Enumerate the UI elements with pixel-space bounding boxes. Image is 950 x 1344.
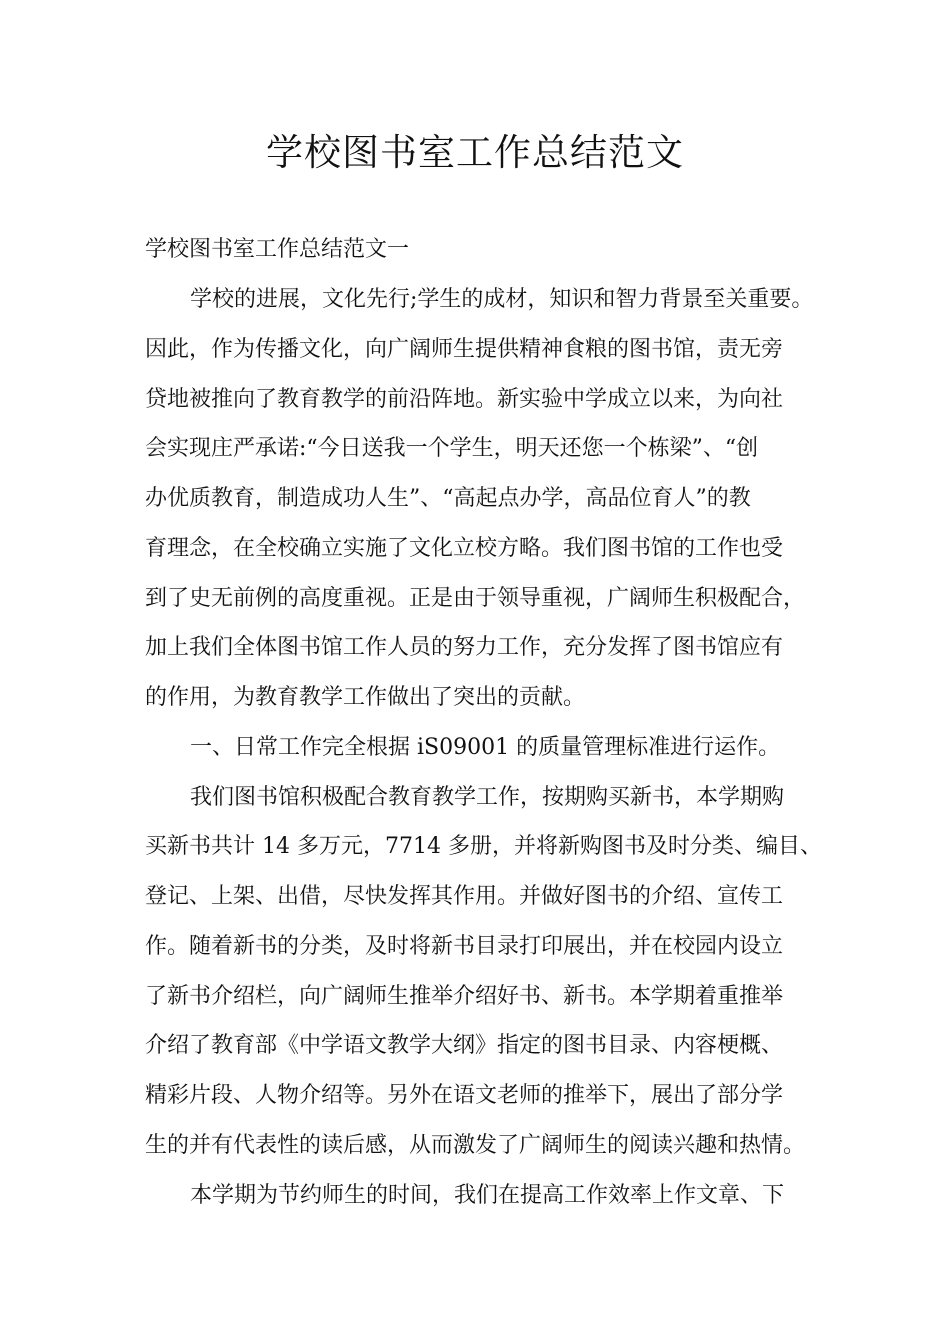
section-heading: 学校图书室工作总结范文一 — [145, 237, 410, 262]
paragraph-line: 买新书共计 14 多万元，7714 多册，并将新购图书及时分类、编目、 — [145, 834, 822, 859]
paragraph-line: 生的并有代表性的读后感，从而激发了广阔师生的阅读兴趣和热情。 — [145, 1133, 806, 1158]
section-item-heading: 一、日常工作完全根据 iS09001 的质量管理标准进行运作。 — [190, 735, 781, 760]
paragraph-line: 到了史无前例的高度重视。正是由于领导重视，广阔师生积极配合， — [145, 586, 806, 611]
paragraph-line: 了新书介绍栏，向广阔师生推举介绍好书、新书。本学期着重推举 — [145, 984, 784, 1009]
paragraph-line: 介绍了教育部《中学语文教学大纲》指定的图书目录、内容梗概、 — [145, 1033, 784, 1058]
paragraph-line: 加上我们全体图书馆工作人员的努力工作，充分发挥了图书馆应有 — [145, 635, 784, 660]
paragraph-line: 本学期为节约师生的时间，我们在提高工作效率上作文章、下 — [190, 1183, 785, 1208]
paragraph-line: 精彩片段、人物介绍等。另外在语文老师的推举下，展出了部分学 — [145, 1083, 784, 1108]
paragraph-line: 的作用，为教育教学工作做出了突出的贡献。 — [145, 685, 586, 710]
paragraph-line: 会实现庄严承诺:“今日送我一个学生，明天还您一个栋梁”、“创 — [145, 436, 759, 461]
paragraph-line: 因此，作为传播文化，向广阔师生提供精神食粮的图书馆，责无旁 — [145, 337, 784, 362]
paragraph-line: 育理念，在全校确立实施了文化立校方略。我们图书馆的工作也受 — [145, 536, 784, 561]
paragraph-line: 我们图书馆积极配合教育教学工作，按期购买新书，本学期购 — [190, 785, 785, 810]
paragraph-line: 作。随着新书的分类，及时将新书目录打印展出，并在校园内设立 — [145, 934, 784, 959]
document-title: 学校图书室工作总结范文 — [266, 131, 684, 174]
paragraph-line: 学校的进展，文化先行;学生的成材，知识和智力背景至关重要。 — [190, 287, 814, 312]
paragraph-line: 贷地被推向了教育教学的前沿阵地。新实验中学成立以来，为向社 — [145, 387, 784, 412]
paragraph-line: 登记、上架、出借，尽快发挥其作用。并做好图书的介绍、宣传工 — [145, 884, 784, 909]
paragraph-line: 办优质教育，制造成功人生”、“高起点办学，高品位育人”的教 — [145, 486, 751, 511]
